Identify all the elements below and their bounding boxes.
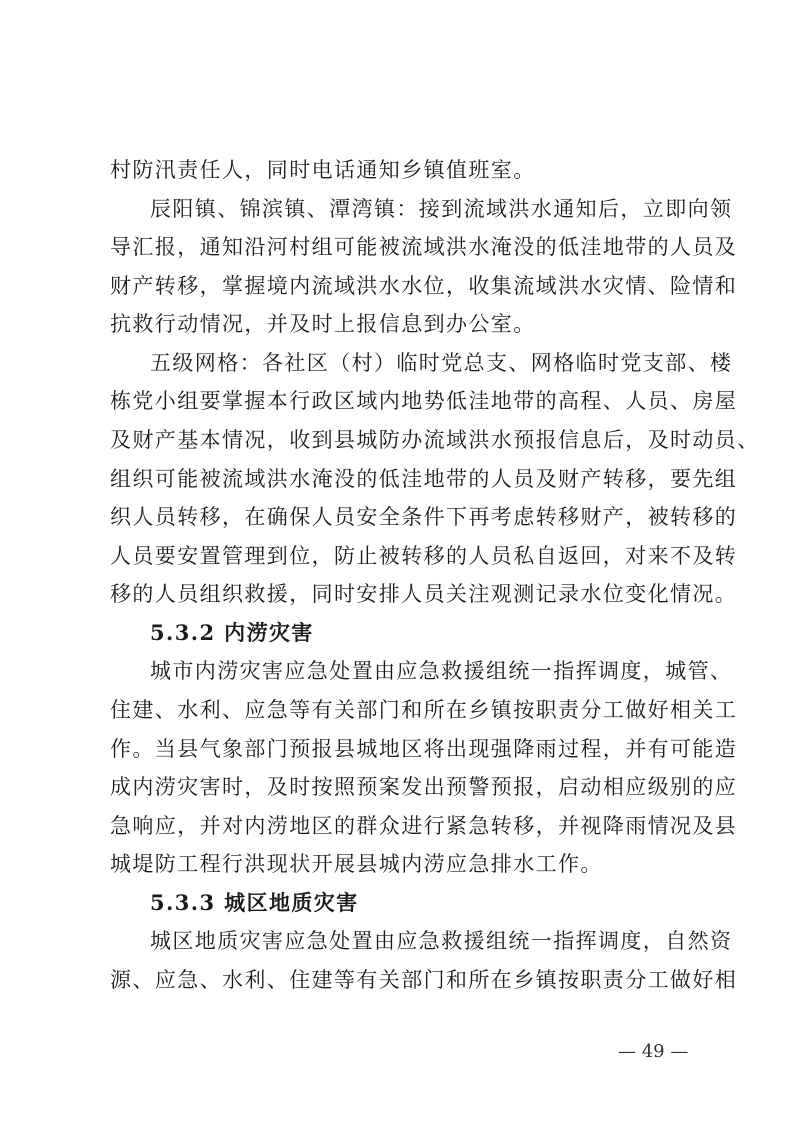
body-text-line: 成内涝灾害时，及时按照预案发出预警预报，启动相应级别的应 [110, 775, 738, 799]
body-text-line: 源、应急、水利、住建等有关部门和所在乡镇按职责分工做好相 [110, 968, 738, 992]
body-text-line: 及财产基本情况，收到县城防办流域洪水预报信息后，及时动员、 [110, 428, 760, 452]
body-text-line: 织人员转移，在确保人员安全条件下再考虑转移财产，被转移的 [110, 505, 738, 529]
body-text-line: 作。当县气象部门预报县城地区将出现强降雨过程，并有可能造 [110, 737, 738, 761]
body-text-line: 栋党小组要掌握本行政区域内地势低洼地带的高程、人员、房屋 [110, 389, 738, 413]
page-number: — 49 — [618, 1041, 689, 1062]
body-text-line: 财产转移，掌握境内流域洪水水位，收集流域洪水灾情、险情和 [110, 274, 738, 298]
body-text-line: 急响应，并对内涝地区的群众进行紧急转移，并视降雨情况及县 [110, 814, 738, 838]
body-text-line: 导汇报，通知沿河村组可能被流域洪水淹没的低洼地带的人员及 [110, 235, 738, 259]
body-text-line: 城市内涝灾害应急处置由应急救援组统一指挥调度，城管、 [150, 659, 733, 683]
body-text-line: 村防汛责任人，同时电话通知乡镇值班室。 [110, 158, 536, 182]
body-text-line: 城区地质灾害应急处置由应急救援组统一指挥调度，自然资 [150, 929, 733, 953]
body-text-line: 住建、水利、应急等有关部门和所在乡镇按职责分工做好相关工 [110, 698, 738, 722]
section-heading: 5.3.3 城区地质灾害 [150, 890, 359, 915]
body-text-line: 移的人员组织救援，同时安排人员关注观测记录水位变化情况。 [110, 582, 738, 606]
body-text-line: 抗救行动情况，并及时上报信息到办公室。 [110, 312, 536, 336]
body-text-line: 组织可能被流域洪水淹没的低洼地带的人员及财产转移，要先组 [110, 467, 738, 491]
body-text-line: 城堤防工程行洪现状开展县城内涝应急排水工作。 [110, 852, 603, 876]
body-text-line: 五级网格：各社区（村）临时党总支、网格临时党支部、楼 [150, 351, 733, 375]
body-text-line: 人员要安置管理到位，防止被转移的人员私自返回，对来不及转 [110, 544, 738, 568]
section-heading: 5.3.2 内涝灾害 [150, 620, 314, 645]
body-text-line: 辰阳镇、锦滨镇、潭湾镇：接到流域洪水通知后，立即向领 [150, 197, 733, 221]
